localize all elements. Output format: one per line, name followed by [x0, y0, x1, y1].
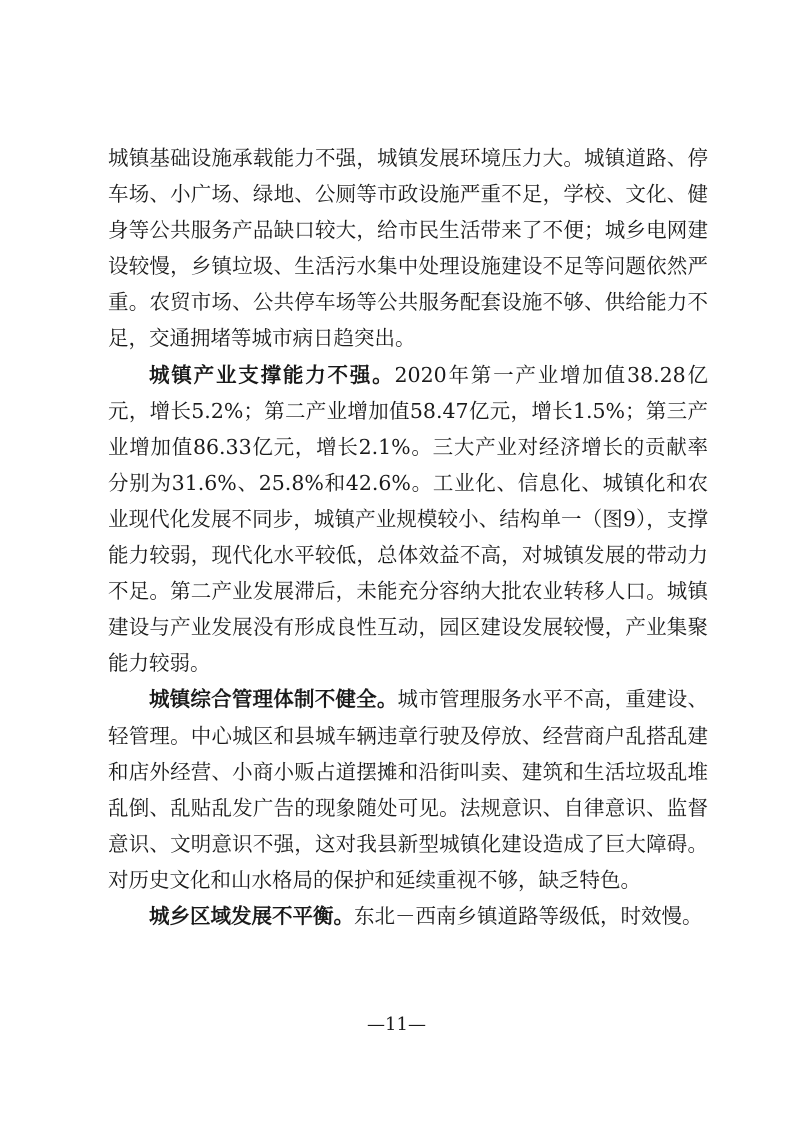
paragraph-text: 城镇基础设施承载能力不强，城镇发展环境压力大。城镇道路、停车场、小广场、绿地、公厕等市政设施严重不足，学校、文化、健身等公共服务产品缺口较大，给市民生活带来了不便；城乡电网建设较慢，乡镇垃圾、生活污水集中处理设施建设不足等问题依然严重。农贸市场、公共停车场等公共服务配套设施不够、供给能力不足，交通拥堵等城市病日趋突出。: [108, 146, 708, 351]
paragraph-regional-balance: [108, 898, 708, 934]
page-number: —11—: [367, 1014, 426, 1035]
paragraph-text: 城市管理服务水平不高，重建设、轻管理。中心城区和县城车辆违章行驶及停放、经营商户乱搭乱建和店外经营、小商小贩占道摆摊和沿街叫卖、建筑和生活垃圾乱堆乱倒、乱贴乱发广告的现象随处可见。法规意识、自律意识、监督意识、文明意识不强，这对我县新型城镇化建设造成了巨大障碍。对历史文化和山水格局的保护和延续重视不够，缺乏特色。: [108, 687, 709, 892]
body-text: [108, 140, 708, 934]
paragraph-heading: 城乡区域发展不平衡。: [149, 903, 354, 928]
paragraph-management-system: [108, 681, 708, 898]
paragraph-heading: 城镇产业支撑能力不强。: [149, 362, 395, 387]
paragraph-text: 东北－西南乡镇道路等级低，时效慢。: [354, 903, 703, 928]
paragraph-industry-support: [108, 357, 708, 682]
paragraph-heading: 城镇综合管理体制不健全。: [149, 687, 398, 712]
paragraph-infrastructure: [108, 140, 708, 357]
paragraph-text: 2020年第一产业增加值38.28亿元，增长5.2%；第二产业增加值58.47亿元，增长1.5%；第三产业增加值86.33亿元，增长2.1%。三大产业对经济增长的贡献率分别为31.6%、25.8%和42.6%。工业化、信息化、城镇化和农业现代化发展不同步，城镇产业规模较小、结构单一（图9），支撑能力较弱，现代化水平较低，总体效益不高，对城镇发展的带动力不足。第二产业发展滞后，未能充分容纳大批农业转移人口。城镇建设与产业发展没有形成良性互动，园区建设发展较慢，产业集聚能力较弱。: [108, 362, 709, 676]
